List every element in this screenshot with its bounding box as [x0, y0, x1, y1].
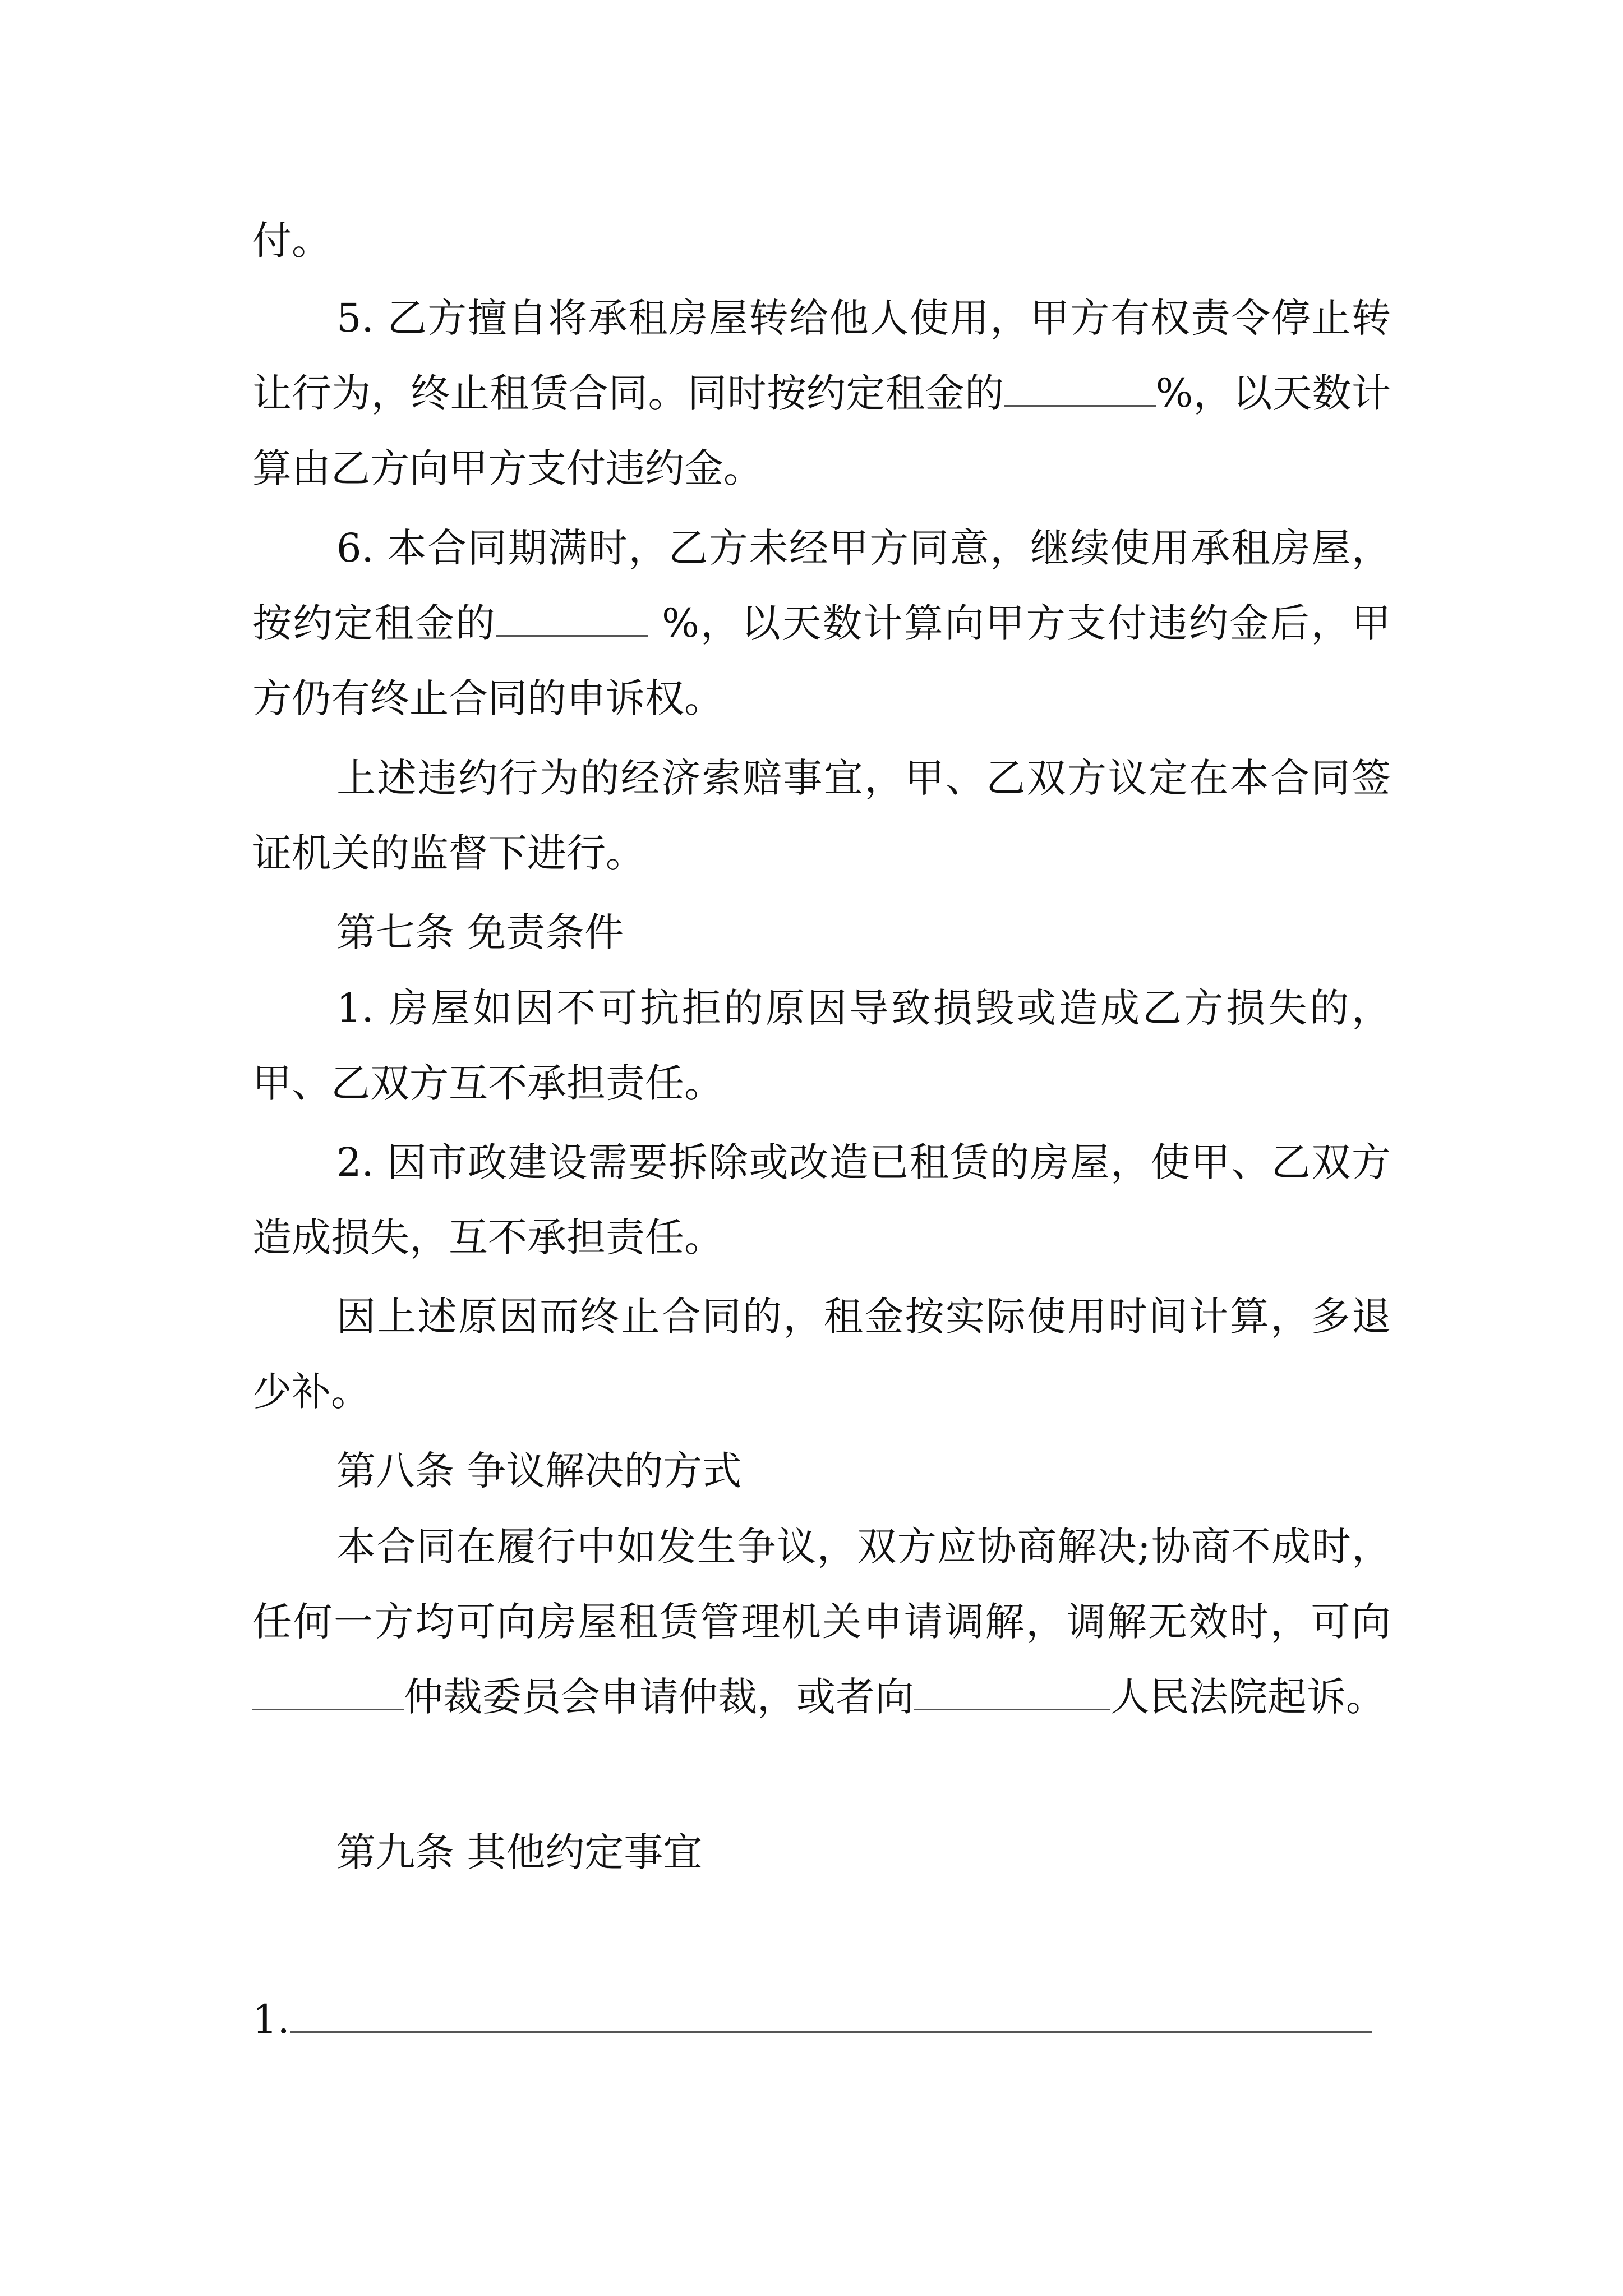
- text: 仲裁委员会申请仲裁，或者向: [404, 1674, 914, 1720]
- text: 2. 因市政建设需要拆除或改造已租赁的房屋，使甲、乙双方造成损失，互不承担责任。: [252, 1139, 1391, 1260]
- text: 因上述原因而终止合同的，租金按实际使用时间计算，多退少补。: [252, 1294, 1391, 1415]
- paragraph-article-7-note: [252, 1279, 1391, 1429]
- heading-article-9: [252, 1815, 1391, 1890]
- item-number: 1.: [252, 1996, 290, 2042]
- text: 1. 房屋如因不可抗拒的原因导致损毁或造成乙方损失的，甲、乙双方互不承担责任。: [252, 985, 1391, 1106]
- text: 上述违约行为的经济索赔事宜，甲、乙双方议定在本合同签证机关的监督下进行。: [252, 755, 1391, 876]
- paragraph-clause-6: [252, 510, 1391, 736]
- fill-blank-overdue-percent[interactable]: [496, 602, 648, 637]
- heading-text: 第八条 争议解决的方式: [336, 1448, 742, 1494]
- fill-blank-arbitration-committee[interactable]: [252, 1676, 404, 1711]
- paragraph-article-7-item-1: [252, 970, 1391, 1121]
- heading-text: 第九条 其他约定事宜: [336, 1829, 703, 1875]
- text: 本合同在履行中如发生争议，双方应协商解决;协商不成时，任何一方均可向房屋租赁管理机关申请调解，调解无效时，可向: [252, 1524, 1391, 1645]
- fill-blank-other-terms[interactable]: [290, 1996, 1372, 2033]
- heading-text: 第七条 免责条件: [336, 909, 624, 955]
- fill-blank-rent-percent[interactable]: [1004, 372, 1156, 407]
- other-terms-item-1: [252, 1989, 1372, 2050]
- paragraph-compensation: [252, 740, 1391, 891]
- heading-article-7: [252, 895, 1391, 970]
- heading-article-8: [252, 1433, 1391, 1508]
- text: 付。: [252, 218, 331, 264]
- text: %，以天数计算由乙方向甲方支付违约金。: [252, 370, 1391, 491]
- paragraph-continuation: [252, 203, 1391, 278]
- paragraph-article-7-item-2: [252, 1125, 1391, 1275]
- text: %，以天数计算向甲方支付违约金后，甲方仍有终止合同的申诉权。: [252, 600, 1391, 721]
- fill-blank-court[interactable]: [914, 1676, 1110, 1711]
- text: 人民法院起诉。: [1110, 1674, 1385, 1720]
- text: 5. 乙方擅自将承租房屋转给他人使用，甲方有权责令停止转让行为，终止租赁合同。同时按约定租金的: [252, 295, 1391, 416]
- paragraph-clause-5: [252, 280, 1391, 506]
- text: 6. 本合同期满时，乙方未经甲方同意，继续使用承租房屋，按约定租金的: [252, 525, 1391, 646]
- paragraph-article-8: [252, 1509, 1391, 1734]
